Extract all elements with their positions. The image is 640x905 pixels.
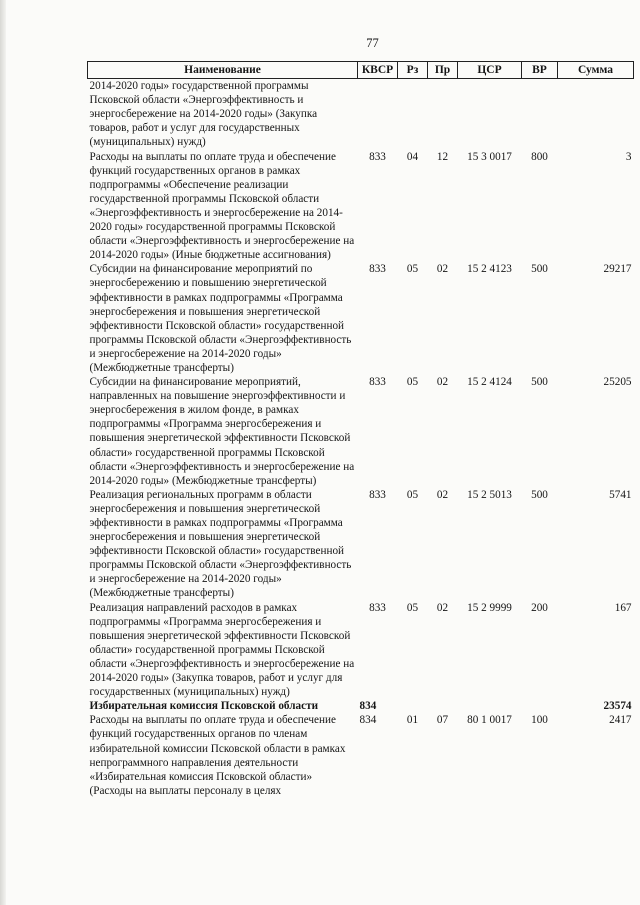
row-sum [558,79,634,150]
header-pr: Пр [428,62,458,79]
row-name: Расходы на выплаты по оплате труда и обеспечение функций государственных органов по членам избирательной комиссии Псковской области в рамках непрограммного направления деятельности «Избирательная комиссия Псковской области» (Расходы на выплаты персоналу в целях [89,714,346,797]
row-kvsr: 833 [369,376,386,389]
row-csr: 15 2 5013 [467,488,512,501]
row-sum: 3 [625,150,632,163]
budget-table [87,61,634,798]
header-vr: ВР [522,62,558,79]
row-vr: 500 [531,263,548,276]
row-csr [458,699,522,713]
row-kvsr: 833 [369,601,386,614]
row-pr [428,79,458,150]
row-rz: 05 [406,376,419,389]
table-row [88,713,634,798]
row-rz: 01 [406,714,419,727]
row-name: Реализация региональных программ в области энергосбережения и повышения энергетической эффективности в рамках подпрограммы «Программа энергосбережения и повышения энергетической эффективности Псковской области» государственной программы Псковской области «Энергоэффективность и энергосбережение на 2014-2020 годы» (Межбюджетные трансферты) [89,488,352,600]
row-sum: 25205 [603,376,632,389]
row-name: Расходы на выплаты по оплате труда и обеспечение функций государственных органов в рамках подпрограммы «Обеспечение реализации государственной программы Псковской области «Энергоэффективность и энергосбережение на 2014-2020 годы» государственной программы Псковской области «Энергоэффективность и энергосбережение на 2014-2020 годы» (Иные бюджетные ассигнования) [89,150,355,262]
row-rz: 05 [406,263,419,276]
header-kvsr: КВСР [358,62,398,79]
row-vr [522,79,558,150]
row-csr: 15 2 4123 [467,263,512,276]
row-rz: 05 [406,601,419,614]
row-pr: 02 [436,376,449,389]
row-pr: 12 [436,150,449,163]
row-pr: 07 [436,714,449,727]
row-kvsr: 834 [359,714,377,727]
table-row-section [88,699,634,713]
row-csr: 80 1 0017 [467,714,512,727]
row-sum: 5741 [609,488,632,501]
row-rz: 05 [406,488,419,501]
row-kvsr: 833 [369,150,386,163]
row-kvsr: 834 [359,700,377,713]
table-row [88,488,634,601]
row-rz: 04 [406,150,419,163]
row-vr: 500 [531,376,548,389]
row-pr: 02 [436,488,449,501]
page-number: 77 [366,36,379,50]
row-pr: 02 [436,263,449,276]
table-row [88,79,634,150]
table-row [88,375,634,488]
row-kvsr: 833 [369,488,386,501]
row-csr: 15 2 9999 [467,601,512,614]
row-name: 2014-2020 годы» государственной программы Псковской области «Энергоэффективность и энергосбережение на 2014-2020 годы» (Закупка товаров, работ и услуг для государственных (муниципальных) нужд) [89,80,318,149]
row-name: Субсидии на финансирование мероприятий по энергосбережению и повышению энергетической эффективности в рамках подпрограммы «Программа энергосбережения и повышения энергетической эффективности Псковской области» государственной программы Псковской области «Энергоэффективность и энергосбережение на 2014-2020 годы» (Межбюджетные трансферты) [89,263,352,374]
row-vr: 500 [531,488,548,501]
row-vr: 200 [531,601,548,614]
row-rz [398,79,428,150]
row-sum: 167 [614,601,632,614]
row-rz [398,699,428,713]
header-sum: Сумма [558,62,634,79]
row-csr [458,79,522,150]
row-pr: 02 [436,601,449,614]
row-pr [428,699,458,713]
row-vr: 100 [531,714,548,727]
table-header-row [88,62,634,79]
row-sum: 23574 [603,700,632,713]
row-name: Реализация направлений расходов в рамках подпрограммы «Программа энергосбережения и повышения энергетической эффективности Псковской области» государственной программы Псковской области «Энергоэффективность и энергосбережение на 2014-2020 годы» (Закупка товаров, работ и услуг для государственных (муниципальных) нужд) [89,601,355,699]
row-vr: 800 [531,150,548,163]
row-sum: 2417 [609,714,632,727]
row-sum: 29217 [603,263,632,276]
header-name: Наименование [88,62,358,79]
row-csr: 15 2 4124 [467,376,512,389]
header-csr: ЦСР [458,62,522,79]
row-vr [522,699,558,713]
row-kvsr [358,79,398,150]
table-row [88,262,634,375]
table-row [88,601,634,700]
scan-edge [0,0,6,905]
table-row [88,150,634,263]
row-name: Субсидии на финансирование мероприятий, направленных на повышение энергоэффективности и энергосбережения в жилом фонде, в рамках подпрограммы «Программа энергосбережения и повышения энергетической эффективности Псковской области» государственной программы Псковской области «Энергоэффективность и энергосбережение на 2014-2020 годы» (Межбюджетные трансферты) [89,376,355,487]
row-name: Избирательная комиссия Псковской области [89,700,319,713]
row-csr: 15 3 0017 [467,150,512,163]
header-rz: Рз [398,62,428,79]
row-kvsr: 833 [369,263,386,276]
